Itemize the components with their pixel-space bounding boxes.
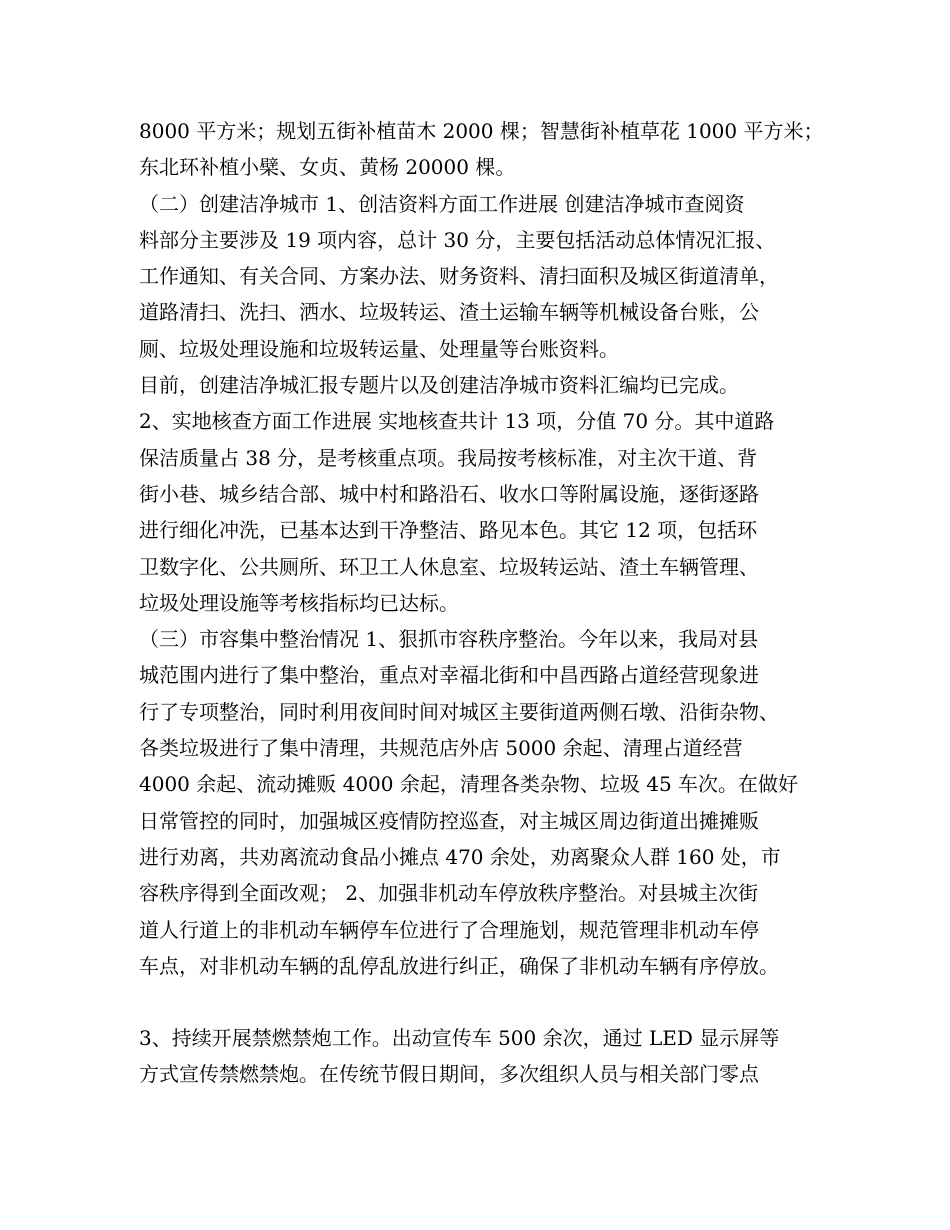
text-line: 车点，对非机动车辆的乱停乱放进行纠正，确保了非机动车辆有序停放。 — [139, 953, 779, 978]
paragraph-gap — [139, 984, 839, 1020]
text-line: 4000 余起、流动摊贩 4000 余起，清理各类杂物、垃圾 45 车次。在做好 — [139, 772, 799, 797]
text-line: 厕、垃圾处理设施和垃圾转运量、处理量等台账资料。 — [139, 336, 619, 361]
text-line: 目前，创建洁净城汇报专题片以及创建洁净城市资料汇编均已完成。 — [139, 373, 739, 398]
text-line: 2、实地核查方面工作进展 实地核查共计 13 项，分值 70 分。其中道路 — [139, 409, 775, 434]
document-body — [139, 113, 839, 1093]
text-line: 8000 平方米；规划五街补植苗木 2000 棵；智慧街补植草花 1000 平方米； — [139, 119, 824, 143]
text-line: 保洁质量占 38 分，是考核重点项。我局按考核标准，对主次干道、背 — [139, 445, 758, 470]
text-line: 各类垃圾进行了集中清理，共规范店外店 5000 余起、清理占道经营 — [139, 736, 743, 761]
text-line: 容秩序得到全面改观； 2、加强非机动车停放秩序整治。对县城主次街 — [139, 881, 759, 906]
section-heading-line: （二）创建洁净城市 1、创洁资料方面工作进展 创建洁净城市查阅资 — [139, 191, 745, 216]
text-line: 城范围内进行了集中整治，重点对幸福北街和中昌西路占道经营现象进 — [139, 663, 759, 688]
text-line: 日常管控的同时，加强城区疫情防控巡查，对主城区周边街道出摊摊贩 — [139, 808, 759, 833]
text-line: 行了专项整治，同时利用夜间时间对城区主要街道两侧石墩、沿街杂物、 — [139, 699, 779, 724]
text-line: 东北环补植小檗、女贞、黄杨 20000 棵。 — [139, 155, 516, 180]
text-line: 进行劝离，共劝离流动食品小摊点 470 余处，劝离聚众人群 160 处，市 — [139, 844, 781, 869]
text-line: 道路清扫、洗扫、洒水、垃圾转运、渣土运输车辆等机械设备台账，公 — [139, 300, 759, 325]
text-line: 垃圾处理设施等考核指标均已达标。 — [139, 590, 459, 615]
text-line: 3、持续开展禁燃禁炮工作。出动宣传车 500 余次，通过 LED 显示屏等 — [139, 1026, 780, 1051]
text-line: 道人行道上的非机动车辆停车位进行了合理施划，规范管理非机动车停 — [139, 917, 759, 942]
text-line: 进行细化冲洗，已基本达到干净整洁、路见本色。其它 12 项，包括环 — [139, 518, 758, 543]
text-line: 料部分主要涉及 19 项内容，总计 30 分，主要包括活动总体情况汇报、 — [139, 227, 776, 252]
text-line: 方式宣传禁燃禁炮。在传统节假日期间，多次组织人员与相关部门零点 — [139, 1062, 759, 1087]
text-line: 街小巷、城乡结合部、城中村和路沿石、收水口等附属设施，逐街逐路 — [139, 481, 759, 506]
section-heading-line: （三）市容集中整治情况 1、狠抓市容秩序整治。今年以来，我局对县 — [139, 627, 759, 652]
text-line: 卫数字化、公共厕所、环卫工人休息室、垃圾转运站、渣土车辆管理、 — [139, 554, 759, 579]
text-line: 工作通知、有关合同、方案办法、财务资料、清扫面积及城区街道清单， — [139, 264, 779, 289]
